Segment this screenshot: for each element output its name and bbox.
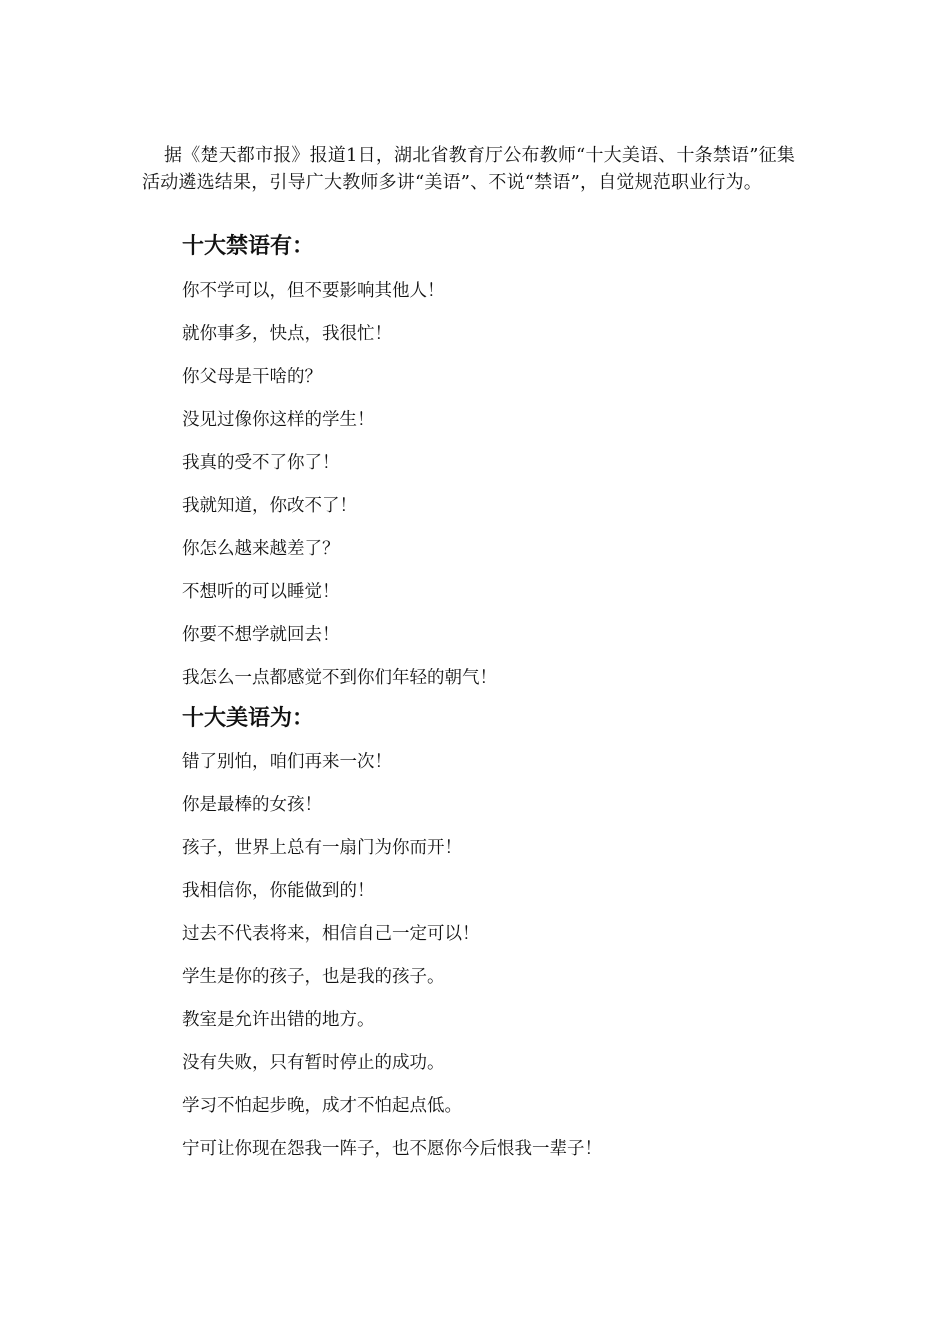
list-item: 你不学可以，但不要影响其他人！ [182, 281, 445, 301]
list-item: 教室是允许出错的地方。 [182, 1010, 375, 1030]
list-item: 孩子，世界上总有一扇门为你而开！ [182, 838, 462, 858]
list-item: 我就知道，你改不了！ [182, 496, 357, 516]
intro-paragraph: 据《楚天都市报》报道1日，湖北省教育厅公布教师“十大美语、十条禁语”征集活动遴选结果，引导广大教师多讲“美语”、不说“禁语”，自觉规范职业行为。 [142, 145, 796, 193]
list-item: 你怎么越来越差了？ [182, 539, 340, 559]
list-item: 我真的受不了你了！ [182, 453, 340, 473]
list-item: 学习不怕起步晚，成才不怕起点低。 [182, 1096, 462, 1116]
list-item: 我怎么一点都感觉不到你们年轻的朝气！ [182, 668, 497, 688]
list-item: 你要不想学就回去！ [182, 625, 340, 645]
list-item: 过去不代表将来，相信自己一定可以！ [182, 924, 480, 944]
list-item: 你父母是干啥的？ [182, 367, 322, 387]
list-item: 就你事多，快点，我很忙！ [182, 324, 392, 344]
list-item: 你是最棒的女孩！ [182, 795, 322, 815]
forbidden-list [182, 279, 497, 709]
list-item: 没见过像你这样的学生！ [182, 410, 375, 430]
praise-heading: 十大美语为： [182, 706, 315, 731]
list-item: 我相信你，你能做到的！ [182, 881, 375, 901]
list-item: 没有失败，只有暂时停止的成功。 [182, 1053, 445, 1073]
forbidden-heading: 十大禁语有： [182, 234, 315, 259]
list-item: 学生是你的孩子，也是我的孩子。 [182, 967, 445, 987]
list-item: 不想听的可以睡觉！ [182, 582, 340, 602]
list-item: 错了别怕，咱们再来一次！ [182, 752, 392, 772]
praise-list [182, 750, 602, 1180]
list-item: 宁可让你现在怨我一阵子，也不愿你今后恨我一辈子！ [182, 1139, 602, 1159]
